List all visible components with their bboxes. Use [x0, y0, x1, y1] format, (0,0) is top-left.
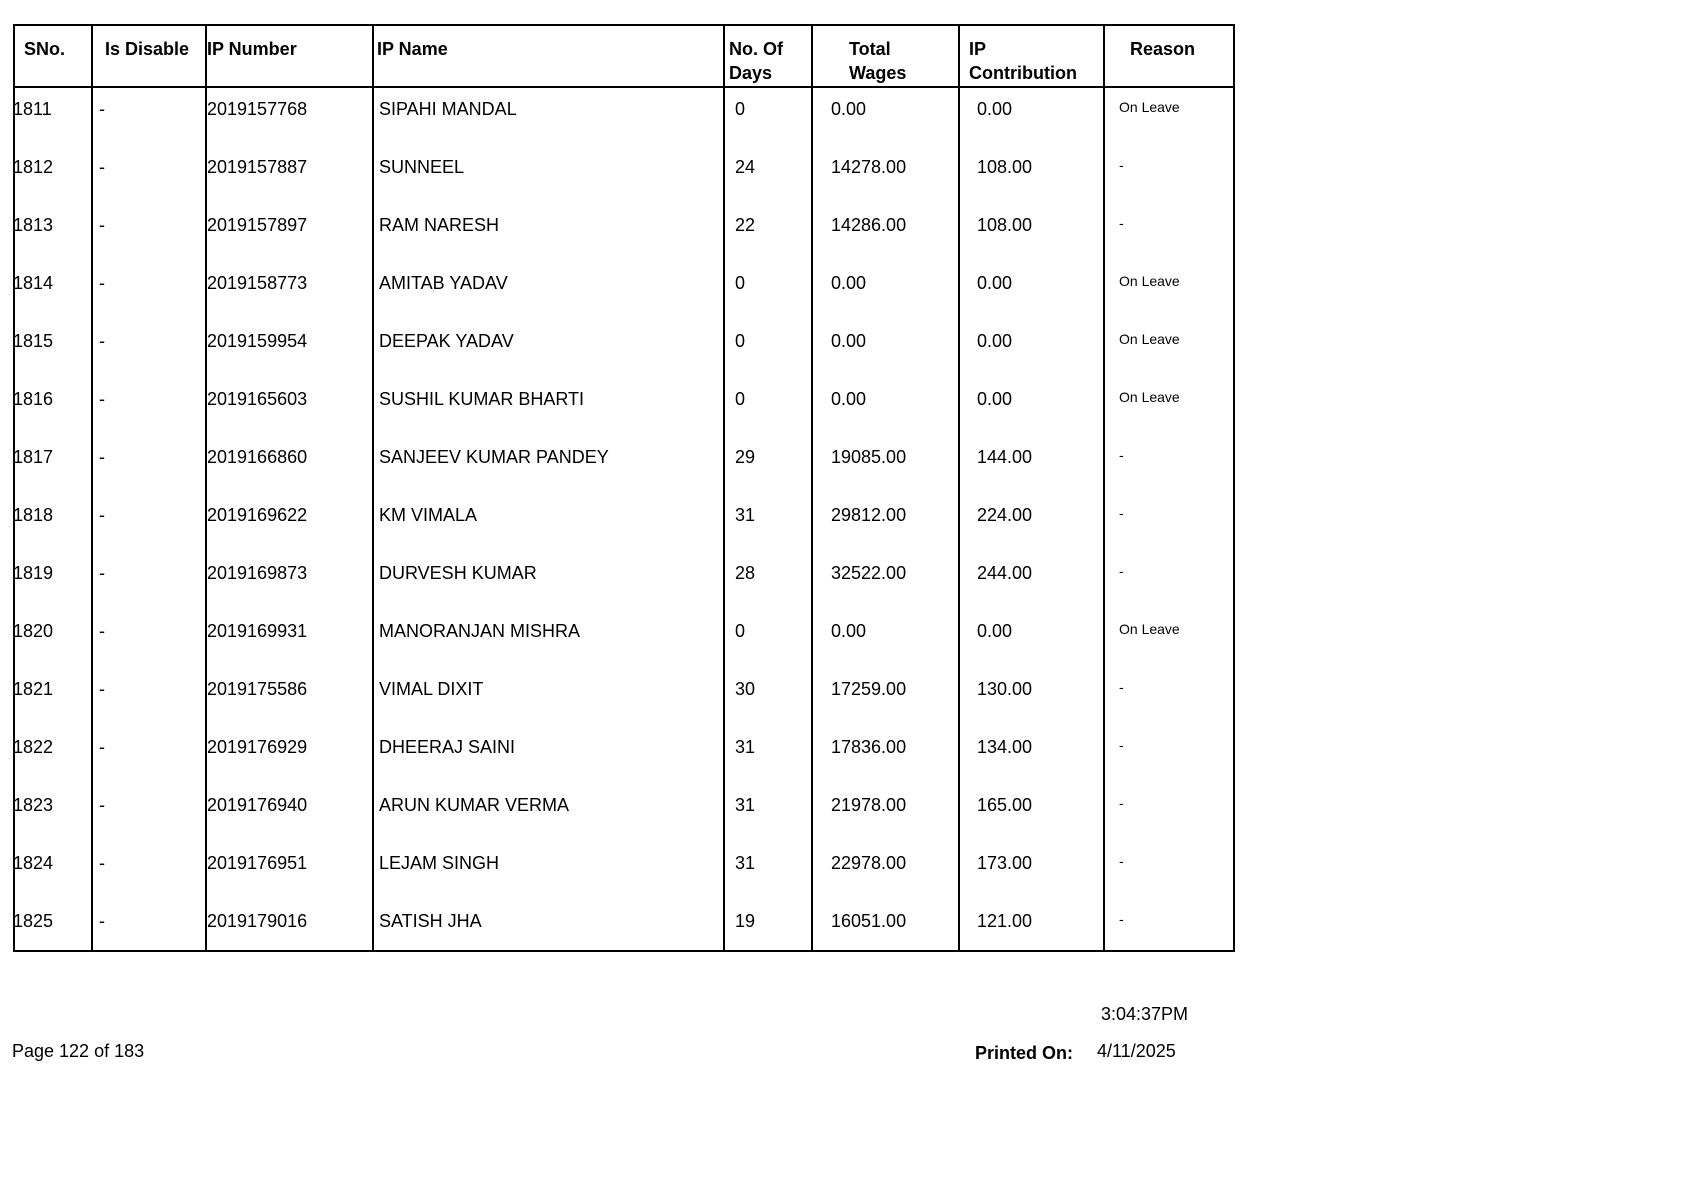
- cell-ip-name: DHEERAJ SAINI: [379, 737, 516, 757]
- cell-is-disable: -: [99, 795, 105, 815]
- cell-ip-name: LEJAM SINGH: [379, 853, 500, 873]
- cell-reason: On Leave: [1119, 621, 1180, 637]
- cell-days: 0: [735, 99, 746, 119]
- cell-sno: 1812: [13, 157, 54, 177]
- header-no-of-days-line1: No. Of: [729, 39, 783, 59]
- cell-ip-number: 2019157887: [207, 157, 308, 177]
- cell-contribution: 0.00: [977, 99, 1013, 119]
- cell-days: 31: [735, 795, 756, 815]
- cell-days: 31: [735, 853, 756, 873]
- cell-contribution: 0.00: [977, 273, 1013, 293]
- cell-days: 24: [735, 157, 756, 177]
- cell-is-disable: -: [99, 563, 105, 583]
- cell-ip-number: 2019176929: [207, 737, 308, 757]
- cell-reason: -: [1119, 215, 1124, 231]
- header-no-of-days: [729, 37, 783, 85]
- cell-sno: 1814: [13, 273, 54, 293]
- cell-ip-name: ARUN KUMAR VERMA: [379, 795, 570, 815]
- cell-reason: On Leave: [1119, 331, 1180, 347]
- cell-days: 31: [735, 737, 756, 757]
- cell-ip-number: 2019169931: [207, 621, 308, 641]
- cell-ip-name: RAM NARESH: [379, 215, 500, 235]
- column-divider: [723, 26, 725, 950]
- cell-ip-number: 2019175586: [207, 679, 308, 699]
- cell-contribution: 121.00: [977, 911, 1033, 931]
- cell-sno: 1817: [13, 447, 54, 467]
- cell-sno: 1816: [13, 389, 54, 409]
- cell-reason: -: [1119, 447, 1124, 463]
- cell-reason: -: [1119, 505, 1124, 521]
- cell-days: 22: [735, 215, 756, 235]
- cell-wages: 17836.00: [831, 737, 907, 757]
- cell-ip-number: 2019176940: [207, 795, 308, 815]
- cell-sno: 1824: [13, 853, 54, 873]
- cell-wages: 16051.00: [831, 911, 907, 931]
- cell-ip-name: SATISH JHA: [379, 911, 482, 931]
- cell-sno: 1822: [13, 737, 54, 757]
- cell-ip-number: 2019179016: [207, 911, 308, 931]
- header-ip-contribution-line2: Contribution: [969, 63, 1077, 83]
- cell-reason: -: [1119, 679, 1124, 695]
- header-sno: SNo.: [24, 39, 66, 59]
- cell-ip-number: 2019158773: [207, 273, 308, 293]
- cell-is-disable: -: [99, 853, 105, 873]
- cell-wages: 0.00: [831, 273, 867, 293]
- cell-is-disable: -: [99, 215, 105, 235]
- cell-contribution: 134.00: [977, 737, 1033, 757]
- cell-wages: 0.00: [831, 331, 867, 351]
- cell-ip-name: SUNNEEL: [379, 157, 465, 177]
- header-total-wages: [849, 37, 906, 85]
- cell-wages: 17259.00: [831, 679, 907, 699]
- cell-wages: 14286.00: [831, 215, 907, 235]
- report-table: [13, 24, 1235, 952]
- printed-on-label: Printed On:: [975, 1043, 1073, 1063]
- cell-reason: On Leave: [1119, 389, 1180, 405]
- column-divider: [372, 26, 374, 950]
- cell-sno: 1821: [13, 679, 54, 699]
- cell-wages: 21978.00: [831, 795, 907, 815]
- cell-days: 0: [735, 389, 746, 409]
- header-ip-number: IP Number: [207, 39, 297, 59]
- header-reason: Reason: [1130, 39, 1196, 59]
- cell-wages: 19085.00: [831, 447, 907, 467]
- cell-days: 0: [735, 621, 746, 641]
- cell-contribution: 108.00: [977, 157, 1033, 177]
- header-total-wages-line1: Total: [849, 39, 891, 59]
- cell-contribution: 144.00: [977, 447, 1033, 467]
- cell-wages: 32522.00: [831, 563, 907, 583]
- cell-ip-name: SANJEEV KUMAR PANDEY: [379, 447, 609, 467]
- cell-contribution: 224.00: [977, 505, 1033, 525]
- cell-ip-number: 2019157897: [207, 215, 308, 235]
- cell-wages: 0.00: [831, 99, 867, 119]
- cell-is-disable: -: [99, 911, 105, 931]
- cell-is-disable: -: [99, 389, 105, 409]
- header-ip-contribution-line1: IP: [969, 39, 987, 59]
- cell-wages: 14278.00: [831, 157, 907, 177]
- cell-contribution: 130.00: [977, 679, 1033, 699]
- cell-wages: 0.00: [831, 389, 867, 409]
- cell-ip-name: VIMAL DIXIT: [379, 679, 484, 699]
- cell-is-disable: -: [99, 621, 105, 641]
- printed-time: 3:04:37PM: [1101, 1004, 1189, 1024]
- cell-reason: On Leave: [1119, 99, 1180, 115]
- cell-wages: 0.00: [831, 621, 867, 641]
- cell-contribution: 0.00: [977, 331, 1013, 351]
- header-ip-name: IP Name: [377, 39, 448, 59]
- cell-sno: 1818: [13, 505, 54, 525]
- column-divider: [958, 26, 960, 950]
- header-total-wages-line2: Wages: [849, 63, 907, 83]
- cell-is-disable: -: [99, 157, 105, 177]
- cell-wages: 22978.00: [831, 853, 907, 873]
- cell-ip-name: DEEPAK YADAV: [379, 331, 514, 351]
- header-no-of-days-line2: Days: [729, 63, 773, 83]
- cell-ip-name: MANORANJAN MISHRA: [379, 621, 581, 641]
- cell-ip-number: 2019159954: [207, 331, 308, 351]
- header-ip-contribution: [969, 37, 1077, 85]
- cell-is-disable: -: [99, 737, 105, 757]
- cell-ip-number: 2019176951: [207, 853, 308, 873]
- column-divider: [811, 26, 813, 950]
- cell-is-disable: -: [99, 331, 105, 351]
- cell-reason: -: [1119, 157, 1124, 173]
- cell-ip-name: KM VIMALA: [379, 505, 478, 525]
- cell-days: 0: [735, 273, 746, 293]
- cell-ip-number: 2019169873: [207, 563, 308, 583]
- cell-contribution: 173.00: [977, 853, 1033, 873]
- cell-days: 31: [735, 505, 756, 525]
- cell-contribution: 0.00: [977, 621, 1013, 641]
- cell-contribution: 165.00: [977, 795, 1033, 815]
- cell-is-disable: -: [99, 447, 105, 467]
- cell-sno: 1811: [13, 99, 52, 119]
- page-number: Page 122 of 183: [12, 1041, 145, 1061]
- cell-days: 19: [735, 911, 756, 931]
- cell-ip-name: SUSHIL KUMAR BHARTI: [379, 389, 585, 409]
- cell-contribution: 108.00: [977, 215, 1033, 235]
- cell-days: 29: [735, 447, 756, 467]
- header-is-disable: Is Disable: [105, 39, 190, 59]
- cell-wages: 29812.00: [831, 505, 907, 525]
- cell-ip-number: 2019169622: [207, 505, 308, 525]
- cell-reason: -: [1119, 853, 1124, 869]
- cell-is-disable: -: [99, 505, 105, 525]
- cell-sno: 1815: [13, 331, 54, 351]
- cell-reason: On Leave: [1119, 273, 1180, 289]
- cell-days: 0: [735, 331, 746, 351]
- cell-reason: -: [1119, 795, 1124, 811]
- cell-ip-number: 2019165603: [207, 389, 308, 409]
- column-divider: [1103, 26, 1105, 950]
- cell-contribution: 244.00: [977, 563, 1033, 583]
- cell-reason: -: [1119, 737, 1124, 753]
- cell-sno: 1819: [13, 563, 54, 583]
- cell-ip-name: AMITAB YADAV: [379, 273, 508, 293]
- printed-date: 4/11/2025: [1097, 1041, 1176, 1061]
- cell-ip-number: 2019157768: [207, 99, 308, 119]
- cell-is-disable: -: [99, 273, 105, 293]
- cell-is-disable: -: [99, 99, 105, 119]
- header-separator: [15, 86, 1233, 88]
- cell-sno: 1825: [13, 911, 54, 931]
- cell-ip-number: 2019166860: [207, 447, 308, 467]
- cell-days: 30: [735, 679, 756, 699]
- cell-contribution: 0.00: [977, 389, 1013, 409]
- cell-ip-name: SIPAHI MANDAL: [379, 99, 517, 119]
- cell-reason: -: [1119, 911, 1124, 927]
- cell-is-disable: -: [99, 679, 105, 699]
- cell-sno: 1813: [13, 215, 54, 235]
- cell-sno: 1820: [13, 621, 54, 641]
- cell-reason: -: [1119, 563, 1124, 579]
- column-divider: [91, 26, 93, 950]
- cell-days: 28: [735, 563, 756, 583]
- cell-ip-name: DURVESH KUMAR: [379, 563, 537, 583]
- cell-sno: 1823: [13, 795, 54, 815]
